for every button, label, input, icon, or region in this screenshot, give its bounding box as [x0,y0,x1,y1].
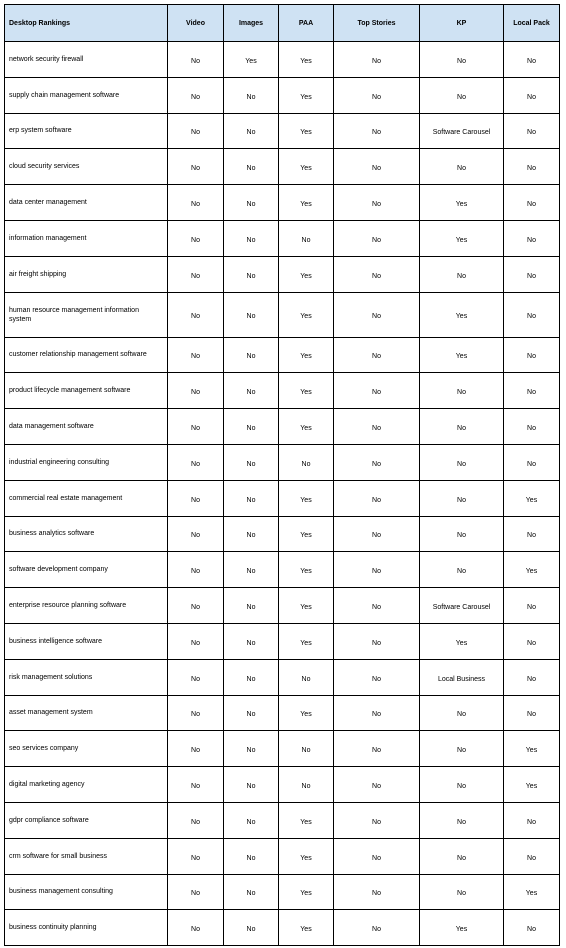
top-stories-cell: No [334,256,420,292]
video-cell: No [168,149,224,185]
images-cell: No [224,623,279,659]
paa-cell: Yes [279,292,334,337]
top-stories-cell: No [334,480,420,516]
paa-cell: Yes [279,910,334,946]
header-local-pack: Local Pack [504,5,560,42]
video-cell: No [168,409,224,445]
top-stories-cell: No [334,516,420,552]
images-cell: No [224,77,279,113]
paa-cell: Yes [279,256,334,292]
table-row [5,480,560,516]
local-pack-cell: No [504,113,560,149]
video-cell: No [168,552,224,588]
kp-cell: No [420,42,504,78]
paa-cell: No [279,659,334,695]
paa-cell: Yes [279,149,334,185]
images-cell: No [224,480,279,516]
images-cell: No [224,874,279,910]
keyword-cell: supply chain management software [5,77,168,113]
paa-cell: Yes [279,516,334,552]
images-cell: No [224,149,279,185]
keyword-cell: human resource management information system [5,292,168,337]
table-row [5,292,560,337]
local-pack-cell: No [504,77,560,113]
keyword-cell: information management [5,220,168,256]
video-cell: No [168,220,224,256]
images-cell: No [224,256,279,292]
video-cell: No [168,185,224,221]
header-row [5,5,560,42]
local-pack-cell: No [504,623,560,659]
table-row [5,185,560,221]
header-images: Images [224,5,279,42]
kp-cell: Software Carousel [420,588,504,624]
paa-cell: Yes [279,588,334,624]
kp-cell: No [420,838,504,874]
paa-cell: Yes [279,42,334,78]
kp-cell: Yes [420,337,504,373]
table-row [5,337,560,373]
kp-cell: No [420,77,504,113]
images-cell: No [224,838,279,874]
local-pack-cell: Yes [504,480,560,516]
images-cell: No [224,113,279,149]
video-cell: No [168,802,224,838]
top-stories-cell: No [334,910,420,946]
keyword-cell: software development company [5,552,168,588]
local-pack-cell: No [504,220,560,256]
keyword-cell: industrial engineering consulting [5,444,168,480]
video-cell: No [168,731,224,767]
table-row [5,767,560,803]
images-cell: No [224,552,279,588]
local-pack-cell: Yes [504,552,560,588]
kp-cell: No [420,767,504,803]
kp-cell: No [420,552,504,588]
top-stories-cell: No [334,149,420,185]
kp-cell: Local Business [420,659,504,695]
local-pack-cell: No [504,802,560,838]
local-pack-cell: No [504,373,560,409]
paa-cell: Yes [279,802,334,838]
kp-cell: No [420,256,504,292]
kp-cell: No [420,444,504,480]
table-row [5,588,560,624]
paa-cell: No [279,731,334,767]
top-stories-cell: No [334,113,420,149]
table-row [5,695,560,731]
table-row [5,220,560,256]
video-cell: No [168,874,224,910]
images-cell: No [224,695,279,731]
header-paa: PAA [279,5,334,42]
kp-cell: No [420,409,504,445]
images-cell: No [224,337,279,373]
keyword-cell: commercial real estate management [5,480,168,516]
paa-cell: Yes [279,480,334,516]
kp-cell: Yes [420,292,504,337]
video-cell: No [168,695,224,731]
paa-cell: No [279,767,334,803]
local-pack-cell: No [504,42,560,78]
images-cell: No [224,659,279,695]
images-cell: No [224,373,279,409]
paa-cell: Yes [279,623,334,659]
paa-cell: Yes [279,838,334,874]
kp-cell: No [420,373,504,409]
kp-cell: No [420,480,504,516]
local-pack-cell: No [504,185,560,221]
table-row [5,113,560,149]
table-header [5,5,560,42]
keyword-cell: asset management system [5,695,168,731]
kp-cell: No [420,874,504,910]
keyword-cell: digital marketing agency [5,767,168,803]
kp-cell: Software Carousel [420,113,504,149]
table-row [5,373,560,409]
local-pack-cell: No [504,695,560,731]
paa-cell: Yes [279,185,334,221]
local-pack-cell: No [504,409,560,445]
paa-cell: Yes [279,77,334,113]
paa-cell: Yes [279,695,334,731]
top-stories-cell: No [334,444,420,480]
local-pack-cell: No [504,516,560,552]
top-stories-cell: No [334,588,420,624]
table-row [5,516,560,552]
kp-cell: No [420,695,504,731]
top-stories-cell: No [334,185,420,221]
images-cell: No [224,516,279,552]
keyword-cell: data center management [5,185,168,221]
images-cell: No [224,802,279,838]
keyword-cell: crm software for small business [5,838,168,874]
header-kp: KP [420,5,504,42]
images-cell: No [224,910,279,946]
top-stories-cell: No [334,77,420,113]
keyword-cell: gdpr compliance software [5,802,168,838]
video-cell: No [168,42,224,78]
keyword-cell: seo services company [5,731,168,767]
local-pack-cell: No [504,659,560,695]
keyword-cell: cloud security services [5,149,168,185]
keyword-cell: enterprise resource planning software [5,588,168,624]
keyword-cell: business intelligence software [5,623,168,659]
top-stories-cell: No [334,874,420,910]
table-row [5,42,560,78]
local-pack-cell: No [504,444,560,480]
top-stories-cell: No [334,623,420,659]
images-cell: No [224,444,279,480]
top-stories-cell: No [334,337,420,373]
top-stories-cell: No [334,838,420,874]
top-stories-cell: No [334,552,420,588]
paa-cell: Yes [279,552,334,588]
local-pack-cell: No [504,838,560,874]
images-cell: No [224,409,279,445]
table-row [5,731,560,767]
images-cell: No [224,731,279,767]
table-row [5,409,560,445]
local-pack-cell: No [504,588,560,624]
table-row [5,874,560,910]
kp-cell: No [420,516,504,552]
keyword-cell: business continuity planning [5,910,168,946]
paa-cell: Yes [279,337,334,373]
local-pack-cell: No [504,149,560,185]
video-cell: No [168,480,224,516]
keyword-cell: data management software [5,409,168,445]
video-cell: No [168,113,224,149]
table-row [5,910,560,946]
top-stories-cell: No [334,220,420,256]
images-cell: No [224,767,279,803]
video-cell: No [168,373,224,409]
table-row [5,659,560,695]
keyword-cell: customer relationship management software [5,337,168,373]
header-desktop-rankings: Desktop Rankings [5,5,168,42]
local-pack-cell: Yes [504,767,560,803]
top-stories-cell: No [334,767,420,803]
video-cell: No [168,767,224,803]
local-pack-cell: No [504,337,560,373]
header-top-stories: Top Stories [334,5,420,42]
keyword-cell: air freight shipping [5,256,168,292]
top-stories-cell: No [334,695,420,731]
table-row [5,552,560,588]
table-row [5,444,560,480]
table-row [5,838,560,874]
keyword-cell: business analytics software [5,516,168,552]
serp-features-table [4,4,560,946]
top-stories-cell: No [334,292,420,337]
video-cell: No [168,516,224,552]
table-row [5,77,560,113]
keyword-cell: erp system software [5,113,168,149]
keyword-cell: product lifecycle management software [5,373,168,409]
keyword-cell: network security firewall [5,42,168,78]
local-pack-cell: Yes [504,874,560,910]
video-cell: No [168,444,224,480]
video-cell: No [168,838,224,874]
video-cell: No [168,292,224,337]
kp-cell: No [420,731,504,767]
local-pack-cell: Yes [504,731,560,767]
paa-cell: No [279,220,334,256]
kp-cell: No [420,802,504,838]
local-pack-cell: No [504,292,560,337]
paa-cell: Yes [279,113,334,149]
table-body [5,42,560,946]
table-row [5,256,560,292]
local-pack-cell: No [504,910,560,946]
table-row [5,623,560,659]
top-stories-cell: No [334,409,420,445]
paa-cell: Yes [279,409,334,445]
header-video: Video [168,5,224,42]
images-cell: No [224,588,279,624]
video-cell: No [168,256,224,292]
video-cell: No [168,588,224,624]
video-cell: No [168,659,224,695]
video-cell: No [168,910,224,946]
kp-cell: Yes [420,220,504,256]
kp-cell: Yes [420,623,504,659]
paa-cell: Yes [279,373,334,409]
video-cell: No [168,623,224,659]
video-cell: No [168,77,224,113]
kp-cell: Yes [420,185,504,221]
kp-cell: Yes [420,910,504,946]
kp-cell: No [420,149,504,185]
top-stories-cell: No [334,731,420,767]
video-cell: No [168,337,224,373]
keyword-cell: risk management solutions [5,659,168,695]
top-stories-cell: No [334,659,420,695]
images-cell: No [224,292,279,337]
table-row [5,802,560,838]
top-stories-cell: No [334,802,420,838]
top-stories-cell: No [334,373,420,409]
keyword-cell: business management consulting [5,874,168,910]
images-cell: No [224,220,279,256]
local-pack-cell: No [504,256,560,292]
images-cell: Yes [224,42,279,78]
top-stories-cell: No [334,42,420,78]
paa-cell: No [279,444,334,480]
paa-cell: Yes [279,874,334,910]
images-cell: No [224,185,279,221]
table-row [5,149,560,185]
